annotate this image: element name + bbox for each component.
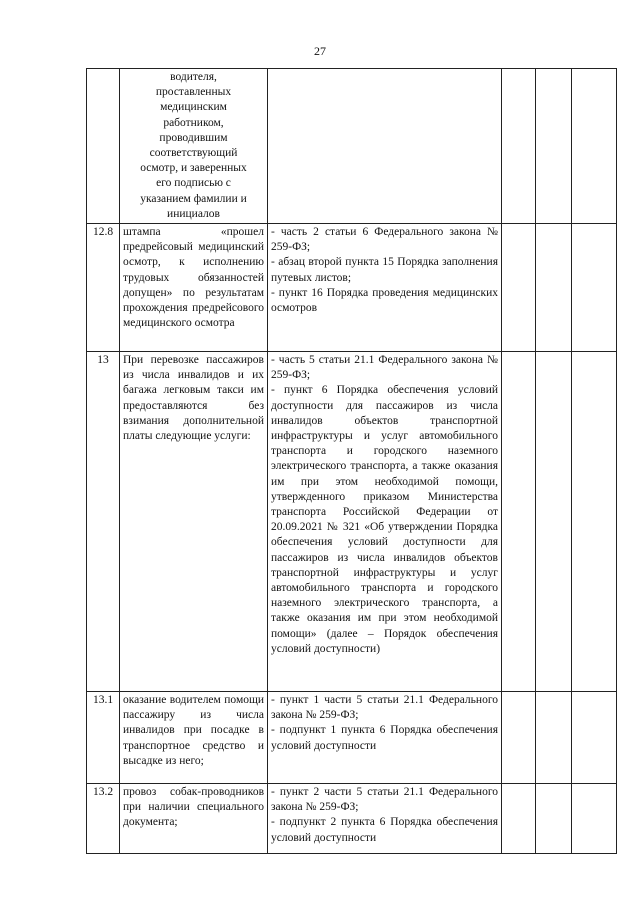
reference-cell (268, 69, 502, 224)
row-number: 12.8 (87, 224, 120, 352)
requirement-cell (120, 69, 268, 224)
empty-cell (536, 784, 572, 854)
requirement-cell: штампа «прошел предрейсовый медицинский осмотр, к исполнению трудовых обязанностей допущен» по результатам прохождения предрейсового медицинского осмотра (120, 224, 268, 352)
requirement-line: проводившим (159, 131, 228, 144)
empty-cell (536, 352, 572, 692)
reference-cell: - пункт 1 части 5 статьи 21.1 Федерального закона № 259-ФЗ; - подпункт 1 пункта 6 Порядка обеспечения условий доступности (268, 692, 502, 784)
table-row (87, 69, 617, 224)
empty-cell (502, 692, 536, 784)
empty-cell (502, 352, 536, 692)
table-row (87, 784, 617, 854)
requirement-line: соответствующий (149, 147, 238, 160)
requirement-line: работником, (163, 116, 224, 129)
empty-cell (536, 692, 572, 784)
row-number (87, 69, 120, 224)
empty-cell (502, 784, 536, 854)
row-number: 13 (87, 352, 120, 692)
empty-cell (572, 69, 617, 224)
reference-cell: - пункт 2 части 5 статьи 21.1 Федерального закона № 259-ФЗ; - подпункт 2 пункта 6 Порядка обеспечения условий доступности (268, 784, 502, 854)
inspection-table (86, 68, 617, 854)
row-number: 13.1 (87, 692, 120, 784)
requirement-line: его подписью с (156, 177, 231, 190)
requirement-line: осмотр, и заверенных (140, 162, 247, 175)
page-number: 27 (314, 44, 326, 58)
table-row (87, 352, 617, 692)
empty-cell (536, 224, 572, 352)
requirement-line: проставленных (155, 86, 232, 99)
reference-cell: - часть 5 статьи 21.1 Федерального закона № 259-ФЗ; - пункт 6 Порядка обеспечения условий доступности для пассажиров из числа инвалидов объектов транспортной инфраструктуры и услуг автомобильного транспорта и городского наземного электрического транспорта, а также оказания им при этом необходимой помощи, утвержденного приказом Министерства транспорта Российской Федерации от 20.09.2021 № 321 «Об утверждении Порядка обеспечения условий доступности для пассажиров из числа инвалидов объектов транспортной инфраструктуры и услуг автомобильного транспорта и городского наземного электрического транспорта, а также оказания им при этом необходимой помощи» (далее – Порядок обеспечения условий доступности) (268, 352, 502, 692)
requirement-cell: оказание водителем помощи пассажиру из числа инвалидов при посадке в транспортное средство и высадке из него; (120, 692, 268, 784)
empty-cell (502, 69, 536, 224)
requirement-cell: провоз собак-проводников при наличии специального документа; (120, 784, 268, 854)
requirement-line: инициалов (167, 207, 220, 220)
requirement-line: указанием фамилии и (140, 192, 247, 205)
requirement-line: водителя, (170, 71, 217, 83)
empty-cell (572, 224, 617, 352)
empty-cell (536, 69, 572, 224)
row-number: 13.2 (87, 784, 120, 854)
empty-cell (572, 784, 617, 854)
empty-cell (502, 224, 536, 352)
requirement-cell: При перевозке пассажиров из числа инвалидов и их багажа легковым такси им предоставляются без взимания дополнительной платы следующие услуги: (120, 352, 268, 692)
requirement-line: медицинским (160, 101, 227, 114)
empty-cell (572, 352, 617, 692)
empty-cell (572, 692, 617, 784)
table-row (87, 224, 617, 352)
table-row (87, 692, 617, 784)
reference-cell: - часть 2 статьи 6 Федерального закона № 259-ФЗ; - абзац второй пункта 15 Порядка заполнения путевых листов; - пункт 16 Порядка проведения медицинских осмотров (268, 224, 502, 352)
